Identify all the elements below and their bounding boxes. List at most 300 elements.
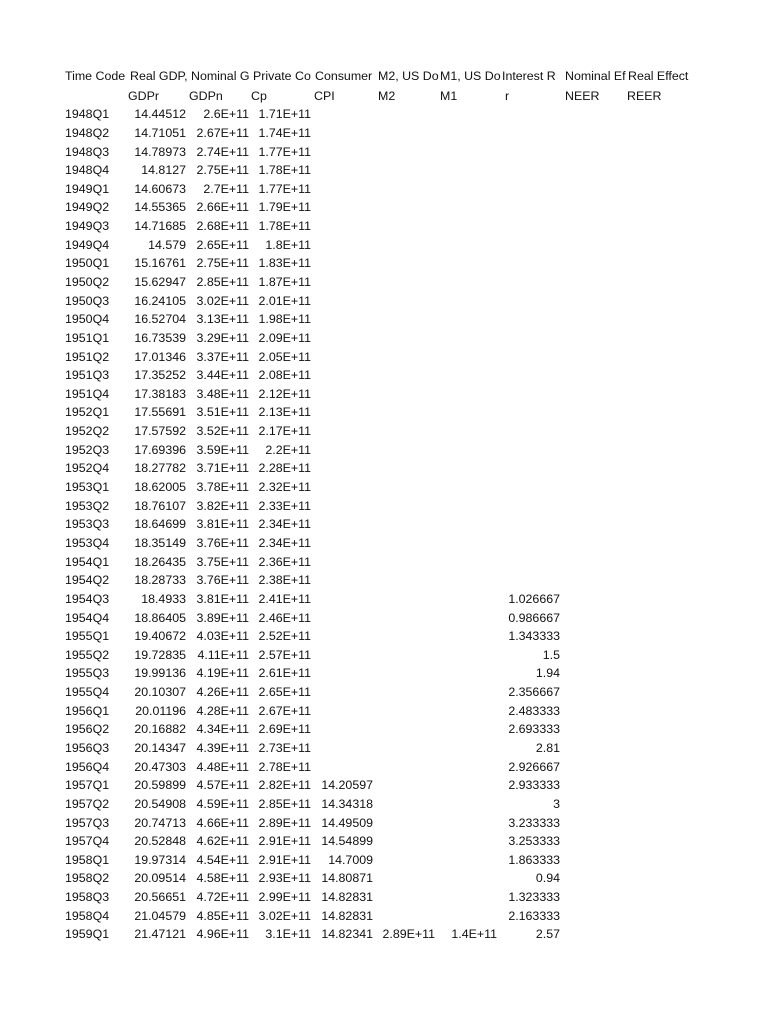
nominal-gdp-cell[interactable]: 4.11E+11 (197, 647, 249, 662)
m1-cell[interactable] (439, 590, 497, 609)
neer-cell[interactable] (564, 814, 624, 833)
interest-rate-cell[interactable] (501, 571, 560, 590)
interest-rate-cell[interactable] (501, 515, 560, 534)
nominal-gdp-cell[interactable]: 3.51E+11 (196, 405, 249, 420)
m2-cell[interactable] (377, 683, 435, 702)
reer-cell[interactable] (627, 814, 692, 833)
private-consumption-cell[interactable]: 2.46E+11 (258, 610, 311, 625)
m2-cell[interactable] (377, 459, 435, 478)
time-code-cell[interactable]: 1956Q3 (65, 741, 110, 755)
cpi-cell[interactable] (313, 515, 373, 534)
reer-cell[interactable] (627, 143, 692, 162)
private-consumption-cell[interactable]: 2.91E+11 (258, 852, 311, 867)
reer-cell[interactable] (627, 925, 692, 944)
time-code-cell[interactable]: 1957Q3 (65, 815, 110, 830)
m2-cell[interactable] (377, 590, 435, 609)
nominal-gdp-cell[interactable]: 4.39E+11 (196, 741, 249, 755)
nominal-gdp-cell[interactable]: 3.76E+11 (196, 535, 249, 550)
real-gdp-cell[interactable]: 16.52704 (134, 312, 186, 327)
neer-cell[interactable] (564, 702, 624, 721)
time-code-cell[interactable]: 1950Q2 (65, 275, 110, 289)
m2-cell[interactable] (377, 366, 435, 385)
private-consumption-cell[interactable]: 2.82E+11 (258, 778, 311, 793)
private-consumption-cell[interactable]: 1.77E+11 (258, 181, 311, 196)
reer-cell[interactable] (627, 553, 692, 572)
neer-cell[interactable] (564, 441, 624, 460)
symbol-cell[interactable]: CPI (314, 88, 335, 103)
m2-cell[interactable] (377, 851, 435, 870)
nominal-gdp-cell[interactable]: 4.26E+11 (196, 685, 249, 699)
m1-cell[interactable] (439, 236, 497, 255)
nominal-gdp-cell[interactable]: 4.66E+11 (196, 815, 249, 830)
nominal-gdp-cell[interactable]: 4.85E+11 (196, 908, 249, 923)
real-gdp-cell[interactable]: 14.8127 (141, 163, 186, 178)
interest-rate-cell[interactable] (501, 553, 560, 572)
time-code-cell[interactable]: 1952Q1 (65, 405, 110, 420)
cpi-cell[interactable] (313, 534, 373, 553)
real-gdp-cell[interactable]: 18.4933 (141, 591, 186, 606)
private-consumption-cell[interactable]: 1.78E+11 (258, 219, 311, 233)
real-gdp-cell[interactable]: 17.55691 (134, 405, 186, 420)
m2-cell[interactable] (377, 124, 435, 143)
m1-cell[interactable] (439, 254, 497, 273)
real-gdp-cell[interactable]: 14.579 (148, 237, 186, 252)
interest-rate-cell[interactable] (501, 385, 560, 404)
cpi-cell[interactable]: 14.20597 (321, 778, 373, 793)
cpi-cell[interactable]: 14.82831 (321, 908, 373, 923)
interest-rate-cell[interactable]: 1.026667 (508, 591, 560, 606)
m2-cell[interactable] (377, 664, 435, 683)
time-code-cell[interactable]: 1948Q1 (65, 107, 110, 122)
real-gdp-cell[interactable]: 14.44512 (134, 107, 186, 122)
m1-cell[interactable] (439, 739, 497, 758)
m2-cell[interactable] (377, 217, 435, 236)
m1-cell[interactable] (439, 441, 497, 460)
private-consumption-cell[interactable]: 1.79E+11 (258, 200, 311, 215)
nominal-gdp-cell[interactable]: 2.65E+11 (196, 237, 249, 252)
m2-cell[interactable] (377, 888, 435, 907)
private-consumption-cell[interactable]: 1.98E+11 (258, 312, 311, 327)
private-consumption-cell[interactable]: 2.78E+11 (258, 759, 311, 774)
cpi-cell[interactable] (313, 348, 373, 367)
m1-cell[interactable] (439, 198, 497, 217)
m1-cell[interactable] (439, 534, 497, 553)
nominal-gdp-cell[interactable]: 3.44E+11 (196, 368, 249, 383)
private-consumption-cell[interactable]: 2.13E+11 (258, 405, 311, 420)
nominal-gdp-cell[interactable]: 3.02E+11 (196, 293, 249, 308)
neer-cell[interactable] (564, 217, 624, 236)
nominal-gdp-cell[interactable]: 4.03E+11 (196, 629, 249, 644)
cpi-cell[interactable]: 14.82341 (321, 927, 373, 942)
real-gdp-cell[interactable]: 18.86405 (134, 610, 186, 625)
neer-cell[interactable] (564, 758, 624, 777)
neer-cell[interactable] (564, 720, 624, 739)
m2-cell[interactable] (377, 553, 435, 572)
cpi-cell[interactable] (313, 180, 373, 199)
m1-cell[interactable] (439, 814, 497, 833)
neer-cell[interactable] (564, 273, 624, 292)
private-consumption-cell[interactable]: 2.41E+11 (258, 591, 311, 606)
nominal-gdp-cell[interactable]: 2.7E+11 (203, 181, 249, 196)
column-header[interactable]: Time Code (65, 69, 126, 83)
m2-cell[interactable] (377, 180, 435, 199)
column-header[interactable]: Real Effect (628, 69, 689, 83)
time-code-cell[interactable]: 1957Q4 (65, 834, 110, 849)
neer-cell[interactable] (564, 180, 624, 199)
time-code-cell[interactable]: 1948Q3 (65, 144, 110, 159)
interest-rate-cell[interactable] (501, 254, 560, 273)
interest-rate-cell[interactable]: 0.94 (535, 871, 560, 886)
reer-cell[interactable] (627, 683, 692, 702)
nominal-gdp-cell[interactable]: 2.75E+11 (196, 163, 249, 178)
m2-cell[interactable] (377, 702, 435, 721)
cpi-cell[interactable] (313, 105, 373, 124)
nominal-gdp-cell[interactable]: 4.72E+11 (196, 890, 249, 905)
time-code-cell[interactable]: 1958Q3 (65, 890, 110, 905)
real-gdp-cell[interactable]: 18.64699 (134, 517, 186, 532)
private-consumption-cell[interactable]: 3.1E+11 (265, 927, 311, 942)
nominal-gdp-cell[interactable]: 3.81E+11 (196, 591, 249, 606)
column-header[interactable]: Nominal G (191, 69, 250, 83)
m2-cell[interactable] (377, 497, 435, 516)
reer-cell[interactable] (627, 720, 692, 739)
reer-cell[interactable] (627, 795, 692, 814)
neer-cell[interactable] (564, 198, 624, 217)
time-code-cell[interactable]: 1953Q1 (65, 480, 110, 494)
reer-cell[interactable] (627, 441, 692, 460)
neer-cell[interactable] (564, 497, 624, 516)
cpi-cell[interactable] (313, 217, 373, 236)
m1-cell[interactable] (439, 478, 497, 497)
real-gdp-cell[interactable]: 17.38183 (134, 386, 186, 401)
m1-cell[interactable] (439, 869, 497, 888)
private-consumption-cell[interactable]: 2.65E+11 (258, 685, 311, 699)
real-gdp-cell[interactable]: 18.27782 (134, 461, 186, 476)
real-gdp-cell[interactable]: 19.97314 (134, 852, 186, 867)
interest-rate-cell[interactable] (501, 161, 560, 180)
m1-cell[interactable] (439, 683, 497, 702)
reer-cell[interactable] (627, 180, 692, 199)
neer-cell[interactable] (564, 739, 624, 758)
time-code-cell[interactable]: 1949Q3 (65, 219, 110, 233)
reer-cell[interactable] (627, 832, 692, 851)
m1-cell[interactable] (439, 497, 497, 516)
nominal-gdp-cell[interactable]: 2.75E+11 (196, 256, 249, 271)
m1-cell[interactable] (439, 459, 497, 478)
interest-rate-cell[interactable] (501, 124, 560, 143)
neer-cell[interactable] (564, 553, 624, 572)
cpi-cell[interactable] (313, 609, 373, 628)
cpi-cell[interactable]: 14.49509 (321, 815, 373, 830)
nominal-gdp-cell[interactable]: 3.37E+11 (196, 349, 249, 364)
time-code-cell[interactable]: 1957Q1 (65, 778, 110, 793)
symbol-cell[interactable]: GDPr (128, 88, 159, 103)
m2-cell[interactable] (377, 348, 435, 367)
m1-cell[interactable] (439, 124, 497, 143)
private-consumption-cell[interactable]: 2.69E+11 (258, 722, 311, 737)
nominal-gdp-cell[interactable]: 3.71E+11 (196, 461, 249, 476)
interest-rate-cell[interactable]: 2.933333 (508, 778, 560, 793)
neer-cell[interactable] (564, 795, 624, 814)
m2-cell[interactable] (377, 310, 435, 329)
m2-cell[interactable] (377, 609, 435, 628)
interest-rate-cell[interactable]: 1.5 (542, 647, 560, 662)
cpi-cell[interactable] (313, 683, 373, 702)
time-code-cell[interactable]: 1949Q2 (65, 200, 110, 215)
reer-cell[interactable] (627, 702, 692, 721)
private-consumption-cell[interactable]: 2.17E+11 (258, 424, 311, 439)
reer-cell[interactable] (627, 422, 692, 441)
cpi-cell[interactable] (313, 758, 373, 777)
time-code-cell[interactable]: 1959Q1 (65, 927, 110, 942)
real-gdp-cell[interactable]: 15.62947 (134, 275, 186, 289)
m2-cell[interactable] (377, 441, 435, 460)
m2-cell[interactable] (377, 273, 435, 292)
m1-cell[interactable] (439, 553, 497, 572)
neer-cell[interactable] (564, 105, 624, 124)
real-gdp-cell[interactable]: 18.35149 (134, 535, 186, 550)
m1-cell[interactable] (439, 702, 497, 721)
time-code-cell[interactable]: 1955Q2 (65, 647, 110, 662)
column-header[interactable]: Nominal Ef (565, 69, 626, 83)
reer-cell[interactable] (627, 497, 692, 516)
private-consumption-cell[interactable]: 2.36E+11 (258, 554, 311, 569)
m1-cell[interactable] (439, 292, 497, 311)
cpi-cell[interactable] (313, 329, 373, 348)
m2-cell[interactable] (377, 795, 435, 814)
cpi-cell[interactable] (313, 720, 373, 739)
interest-rate-cell[interactable]: 2.356667 (508, 685, 560, 699)
m2-cell[interactable] (377, 329, 435, 348)
neer-cell[interactable] (564, 422, 624, 441)
private-consumption-cell[interactable]: 2.33E+11 (258, 498, 311, 513)
private-consumption-cell[interactable]: 2.09E+11 (258, 330, 311, 345)
private-consumption-cell[interactable]: 1.78E+11 (258, 163, 311, 178)
nominal-gdp-cell[interactable]: 4.62E+11 (196, 834, 249, 849)
real-gdp-cell[interactable]: 14.71685 (134, 219, 186, 233)
reer-cell[interactable] (627, 627, 692, 646)
neer-cell[interactable] (564, 571, 624, 590)
time-code-cell[interactable]: 1953Q4 (65, 535, 110, 550)
time-code-cell[interactable]: 1956Q1 (65, 703, 110, 718)
reer-cell[interactable] (627, 776, 692, 795)
m2-cell[interactable] (377, 385, 435, 404)
time-code-cell[interactable]: 1950Q4 (65, 312, 110, 327)
time-code-cell[interactable]: 1953Q2 (65, 498, 110, 513)
m1-cell[interactable] (439, 273, 497, 292)
m1-cell[interactable] (439, 664, 497, 683)
m1-cell[interactable] (439, 180, 497, 199)
m2-cell[interactable] (377, 254, 435, 273)
m2-cell[interactable] (377, 534, 435, 553)
m2-cell[interactable] (377, 776, 435, 795)
neer-cell[interactable] (564, 310, 624, 329)
m1-cell[interactable] (439, 105, 497, 124)
real-gdp-cell[interactable]: 14.78973 (134, 144, 186, 159)
reer-cell[interactable] (627, 403, 692, 422)
real-gdp-cell[interactable]: 18.28733 (134, 573, 186, 588)
reer-cell[interactable] (627, 198, 692, 217)
interest-rate-cell[interactable] (501, 105, 560, 124)
nominal-gdp-cell[interactable]: 2.6E+11 (203, 107, 249, 122)
reer-cell[interactable] (627, 590, 692, 609)
nominal-gdp-cell[interactable]: 3.82E+11 (196, 498, 249, 513)
neer-cell[interactable] (564, 403, 624, 422)
real-gdp-cell[interactable]: 20.47303 (134, 759, 186, 774)
neer-cell[interactable] (564, 925, 624, 944)
interest-rate-cell[interactable] (501, 143, 560, 162)
reer-cell[interactable] (627, 515, 692, 534)
nominal-gdp-cell[interactable]: 4.19E+11 (196, 666, 249, 681)
neer-cell[interactable] (564, 124, 624, 143)
reer-cell[interactable] (627, 105, 692, 124)
real-gdp-cell[interactable]: 20.09514 (134, 871, 186, 886)
nominal-gdp-cell[interactable]: 3.13E+11 (196, 312, 249, 327)
m2-cell[interactable] (377, 105, 435, 124)
interest-rate-cell[interactable]: 2.81 (535, 741, 560, 755)
private-consumption-cell[interactable]: 1.74E+11 (258, 125, 311, 140)
m1-cell[interactable] (439, 366, 497, 385)
cpi-cell[interactable]: 14.34318 (321, 796, 373, 811)
nominal-gdp-cell[interactable]: 3.29E+11 (196, 330, 249, 345)
real-gdp-cell[interactable]: 18.76107 (134, 498, 186, 513)
real-gdp-cell[interactable]: 14.55365 (134, 200, 186, 215)
m1-cell[interactable] (439, 403, 497, 422)
real-gdp-cell[interactable]: 20.56651 (134, 890, 186, 905)
m1-cell[interactable] (439, 627, 497, 646)
interest-rate-cell[interactable] (501, 310, 560, 329)
neer-cell[interactable] (564, 348, 624, 367)
interest-rate-cell[interactable]: 2.483333 (508, 703, 560, 718)
cpi-cell[interactable] (313, 161, 373, 180)
interest-rate-cell[interactable]: 3.253333 (508, 834, 560, 849)
private-consumption-cell[interactable]: 2.01E+11 (258, 293, 311, 308)
interest-rate-cell[interactable]: 2.57 (535, 927, 560, 942)
time-code-cell[interactable]: 1952Q3 (65, 442, 110, 457)
reer-cell[interactable] (627, 851, 692, 870)
reer-cell[interactable] (627, 907, 692, 926)
cpi-cell[interactable] (313, 590, 373, 609)
neer-cell[interactable] (564, 776, 624, 795)
real-gdp-cell[interactable]: 20.59899 (134, 778, 186, 793)
interest-rate-cell[interactable]: 1.863333 (508, 852, 560, 867)
m2-cell[interactable] (377, 143, 435, 162)
reer-cell[interactable] (627, 739, 692, 758)
reer-cell[interactable] (627, 888, 692, 907)
symbol-cell[interactable]: M2 (378, 88, 396, 103)
time-code-cell[interactable]: 1955Q1 (65, 629, 110, 644)
interest-rate-cell[interactable]: 0.986667 (508, 610, 560, 625)
nominal-gdp-cell[interactable]: 4.58E+11 (196, 871, 249, 886)
interest-rate-cell[interactable]: 2.163333 (508, 908, 560, 923)
real-gdp-cell[interactable]: 17.01346 (134, 349, 186, 364)
private-consumption-cell[interactable]: 1.8E+11 (265, 237, 311, 252)
time-code-cell[interactable]: 1951Q3 (65, 368, 110, 383)
private-consumption-cell[interactable]: 1.71E+11 (258, 107, 311, 122)
time-code-cell[interactable]: 1950Q3 (65, 293, 110, 308)
time-code-cell[interactable]: 1955Q4 (65, 685, 110, 699)
cpi-cell[interactable] (313, 124, 373, 143)
m1-cell[interactable] (439, 851, 497, 870)
reer-cell[interactable] (627, 273, 692, 292)
m2-cell[interactable] (377, 720, 435, 739)
time-code-cell[interactable]: 1956Q4 (65, 759, 110, 774)
private-consumption-cell[interactable]: 2.08E+11 (258, 368, 311, 383)
interest-rate-cell[interactable]: 3.233333 (508, 815, 560, 830)
private-consumption-cell[interactable]: 2.34E+11 (258, 517, 311, 532)
time-code-cell[interactable]: 1949Q1 (65, 181, 110, 196)
private-consumption-cell[interactable]: 2.89E+11 (258, 815, 311, 830)
cpi-cell[interactable]: 14.54899 (321, 834, 373, 849)
nominal-gdp-cell[interactable]: 2.85E+11 (196, 275, 249, 289)
cpi-cell[interactable] (313, 459, 373, 478)
reer-cell[interactable] (627, 329, 692, 348)
time-code-cell[interactable]: 1953Q3 (65, 517, 110, 532)
neer-cell[interactable] (564, 478, 624, 497)
neer-cell[interactable] (564, 329, 624, 348)
interest-rate-cell[interactable]: 2.926667 (508, 759, 560, 774)
reer-cell[interactable] (627, 217, 692, 236)
real-gdp-cell[interactable]: 19.99136 (134, 666, 186, 681)
cpi-cell[interactable] (313, 236, 373, 255)
m1-cell[interactable] (439, 888, 497, 907)
nominal-gdp-cell[interactable]: 3.59E+11 (196, 442, 249, 457)
reer-cell[interactable] (627, 646, 692, 665)
private-consumption-cell[interactable]: 2.34E+11 (258, 535, 311, 550)
real-gdp-cell[interactable]: 20.74713 (134, 815, 186, 830)
m1-cell[interactable] (439, 143, 497, 162)
m1-cell[interactable] (439, 161, 497, 180)
m2-cell[interactable] (377, 478, 435, 497)
symbol-cell[interactable]: NEER (565, 88, 600, 103)
real-gdp-cell[interactable]: 20.14347 (134, 741, 186, 755)
m1-cell[interactable] (439, 609, 497, 628)
m1-cell[interactable] (439, 795, 497, 814)
symbol-cell[interactable]: REER (627, 88, 662, 103)
private-consumption-cell[interactable]: 1.87E+11 (258, 275, 311, 289)
real-gdp-cell[interactable]: 17.57592 (134, 424, 186, 439)
cpi-cell[interactable] (313, 273, 373, 292)
neer-cell[interactable] (564, 888, 624, 907)
m1-cell[interactable] (439, 329, 497, 348)
reer-cell[interactable] (627, 348, 692, 367)
cpi-cell[interactable] (313, 553, 373, 572)
symbol-cell[interactable]: r (505, 88, 510, 103)
neer-cell[interactable] (564, 664, 624, 683)
cpi-cell[interactable] (313, 143, 373, 162)
neer-cell[interactable] (564, 646, 624, 665)
nominal-gdp-cell[interactable]: 4.59E+11 (196, 796, 249, 811)
time-code-cell[interactable]: 1958Q2 (65, 871, 110, 886)
m2-cell[interactable] (377, 236, 435, 255)
column-header[interactable]: Private Co (253, 69, 311, 83)
reer-cell[interactable] (627, 236, 692, 255)
interest-rate-cell[interactable]: 1.94 (535, 666, 560, 681)
m1-cell[interactable] (439, 832, 497, 851)
neer-cell[interactable] (564, 292, 624, 311)
neer-cell[interactable] (564, 683, 624, 702)
neer-cell[interactable] (564, 236, 624, 255)
column-header[interactable]: Interest R (502, 69, 556, 83)
private-consumption-cell[interactable]: 2.12E+11 (258, 386, 311, 401)
m1-cell[interactable]: 1.4E+11 (451, 927, 497, 942)
private-consumption-cell[interactable]: 1.83E+11 (258, 256, 311, 271)
cpi-cell[interactable]: 14.80871 (321, 871, 373, 886)
reer-cell[interactable] (627, 758, 692, 777)
neer-cell[interactable] (564, 590, 624, 609)
column-header[interactable]: M1, US Do (440, 69, 501, 83)
m1-cell[interactable] (439, 720, 497, 739)
